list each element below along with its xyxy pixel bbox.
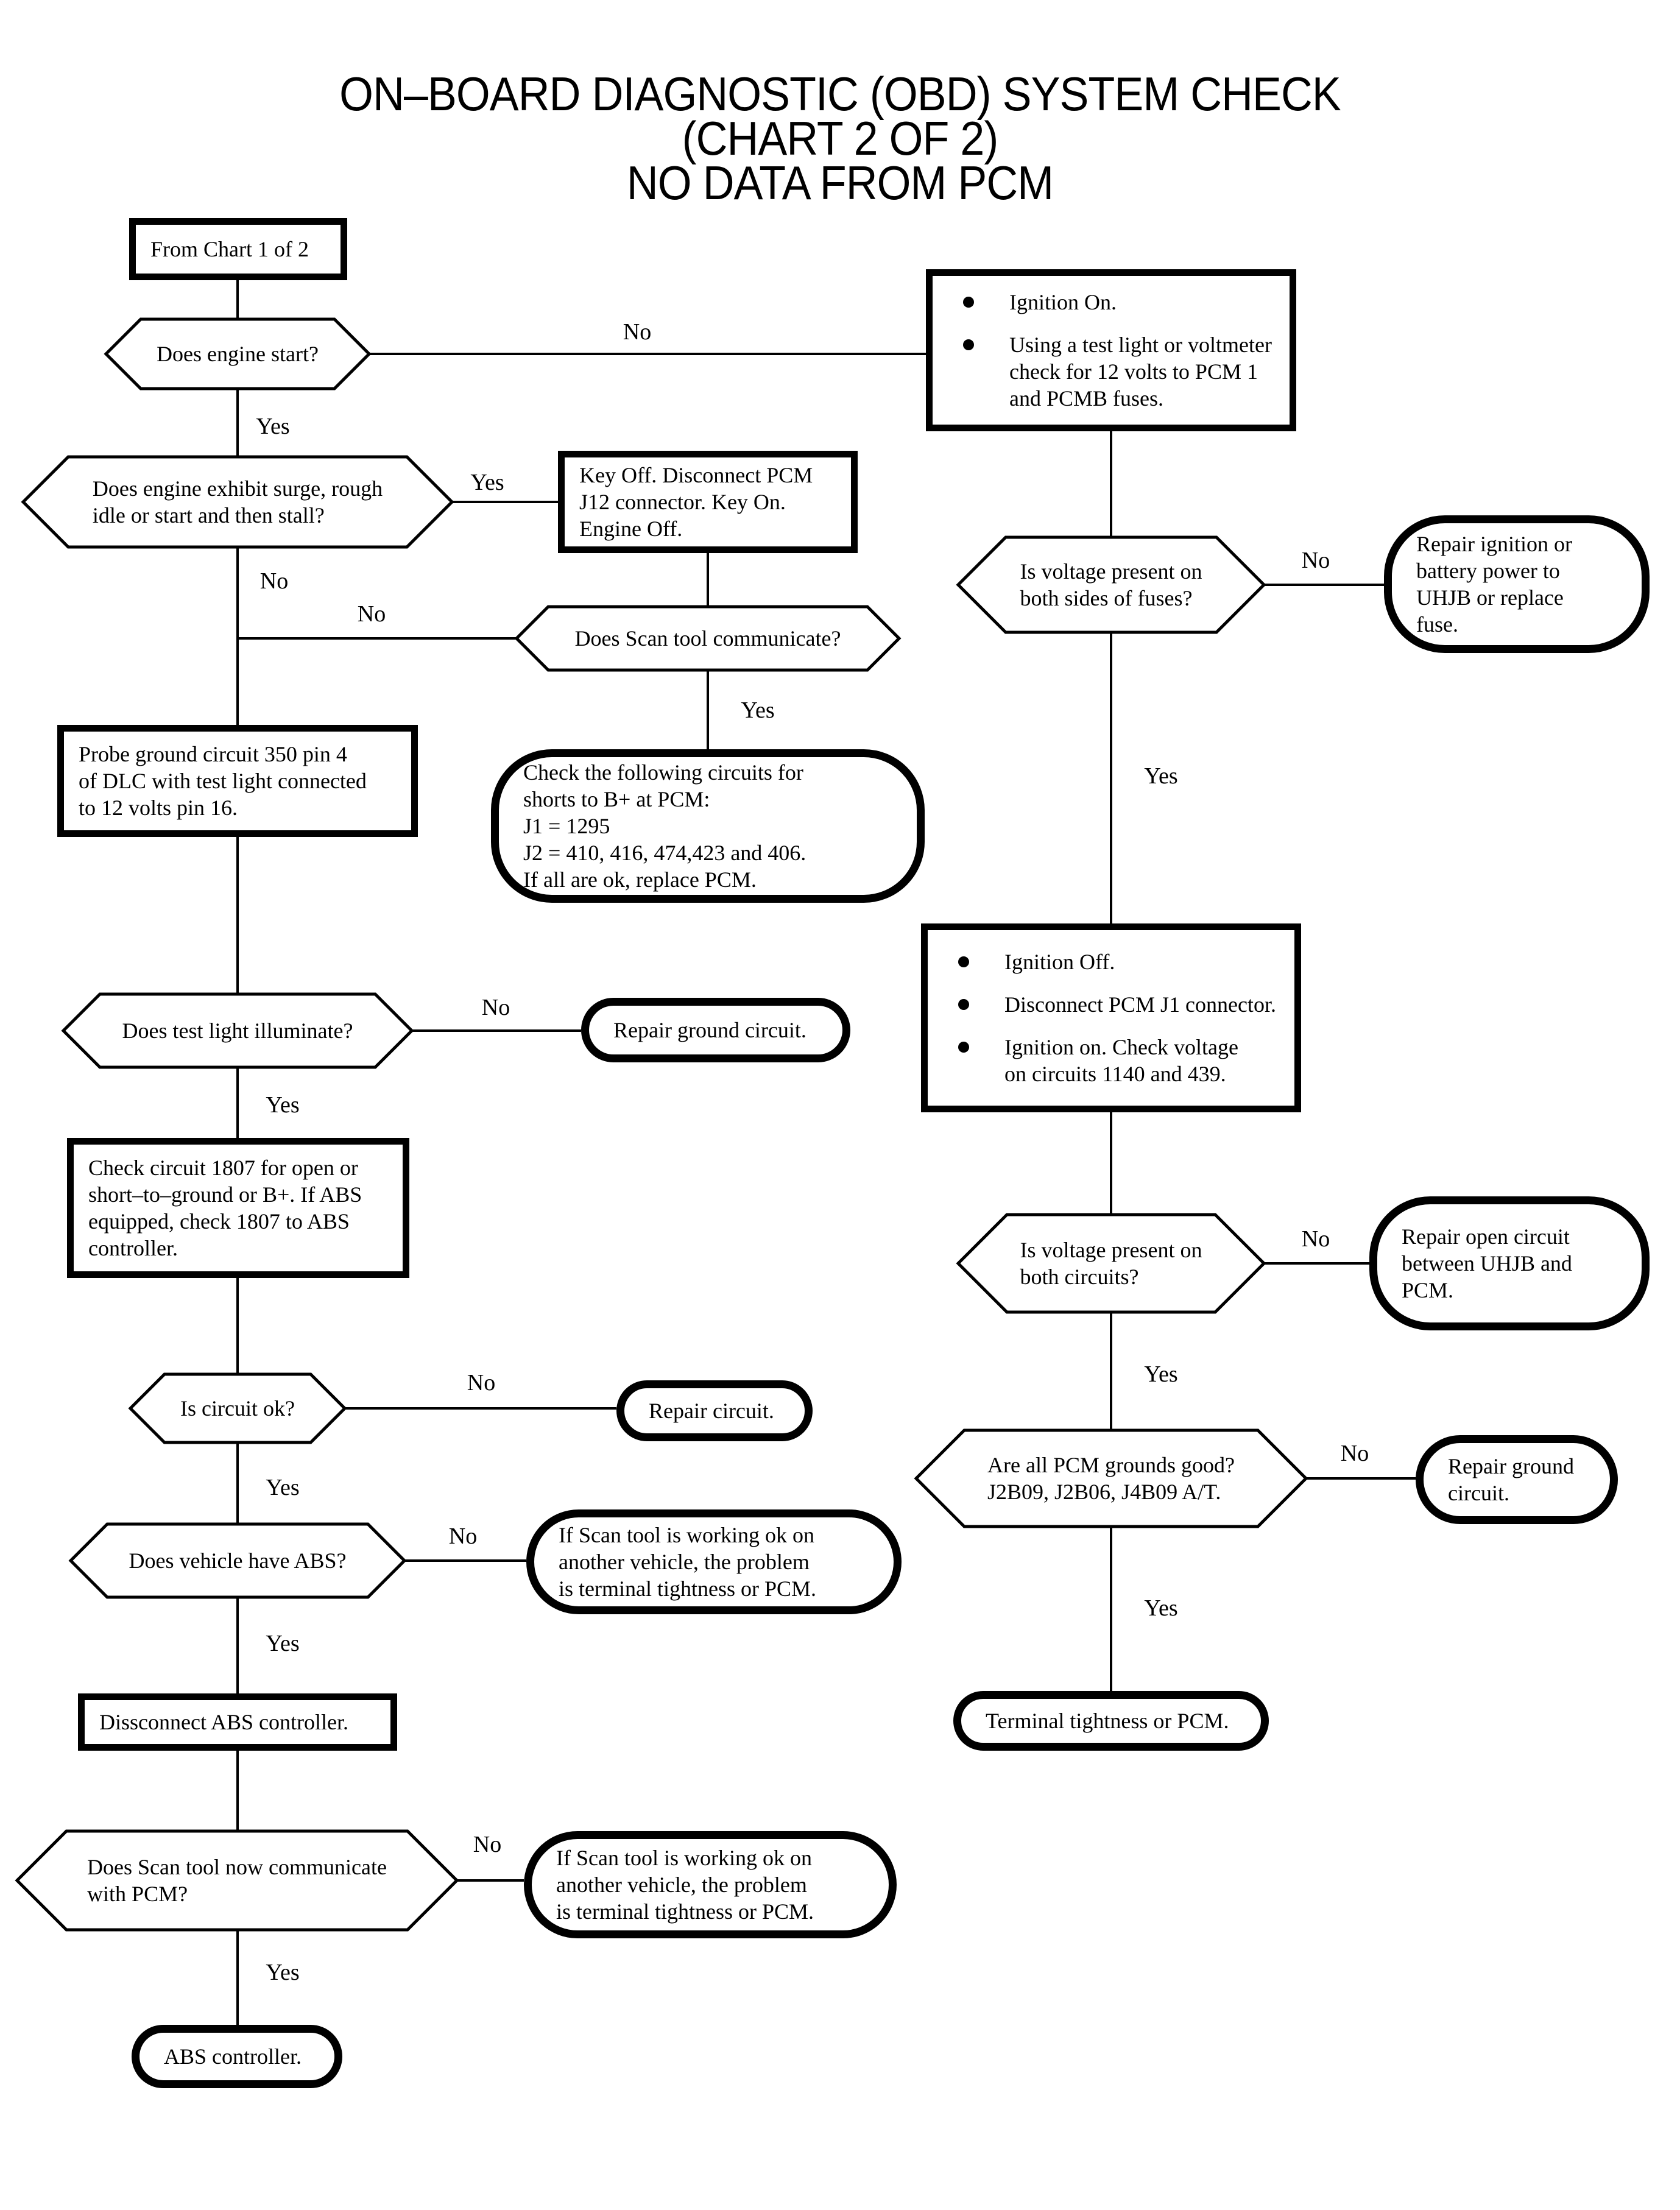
repair-ground-circuit-2-line-1: circuit.: [1448, 1481, 1509, 1505]
probe-ground-circuit-350-line-2: to 12 volts pin 16.: [79, 796, 238, 820]
check-circuits-shorts-b-plus-line-0: Check the following circuits for: [523, 760, 803, 785]
from-chart-1-of-2-line-0: From Chart 1 of 2: [150, 237, 309, 261]
ignition-off-check-voltage-bullet-2-text: [1004, 1034, 1238, 1087]
check-circuit-1807-line-2: equipped, check 1807 to ABS: [88, 1209, 350, 1234]
scan-tool-working-ok-1-line-1: another vehicle, the problem: [559, 1550, 810, 1574]
repair-ignition-battery-power-text: [1416, 531, 1572, 638]
check-circuits-shorts-b-plus-text: [523, 759, 806, 893]
branch-label-yes-19: Yes: [266, 1960, 300, 1985]
terminal-tightness-pcm-text: [986, 1707, 1229, 1734]
repair-ground-circuit-2-line-0: Repair ground: [1448, 1454, 1574, 1478]
scan-tool-working-ok-2-line-1: another vehicle, the problem: [556, 1873, 807, 1897]
check-circuits-shorts-b-plus-line-1: shorts to B+ at PCM:: [523, 787, 710, 811]
scan-tool-working-ok-2-line-2: is terminal tightness or PCM.: [556, 1899, 814, 1924]
branch-label-yes-7: Yes: [1144, 763, 1178, 789]
voltage-both-circuits-line-0: Is voltage present on: [1020, 1238, 1202, 1262]
repair-ground-circuit-1-line-0: Repair ground circuit.: [613, 1018, 806, 1042]
repair-open-circuit-uhjb-pcm-line-0: Repair open circuit: [1402, 1224, 1570, 1249]
voltage-both-sides-fuses-line-0: Is voltage present on: [1020, 559, 1202, 584]
check-circuits-shorts-b-plus-line-3: J2 = 410, 416, 474,423 and 406.: [523, 841, 806, 865]
scan-tool-working-ok-2-line-0: If Scan tool is working ok on: [556, 1846, 812, 1870]
branch-label-no-18: No: [473, 1832, 502, 1857]
branch-label-no-0: No: [623, 319, 652, 345]
bullet-icon: [958, 999, 969, 1010]
branch-label-yes-9: Yes: [266, 1092, 300, 1118]
repair-circuit: [616, 1380, 813, 1441]
check-circuits-shorts-b-plus: [491, 749, 925, 903]
probe-ground-circuit-350: [57, 725, 418, 837]
repair-ground-circuit-2-text: [1448, 1453, 1574, 1506]
pcm-grounds-good: [916, 1430, 1306, 1527]
pcm-grounds-good-line-1: J2B09, J2B06, J4B09 A/T.: [987, 1480, 1221, 1504]
voltage-both-circuits-text: [1020, 1237, 1202, 1290]
engine-surge-stall-line-1: idle or start and then stall?: [92, 503, 325, 528]
scan-tool-working-ok-1-line-0: If Scan tool is working ok on: [559, 1523, 814, 1547]
ignition-on-check-fuses: [926, 269, 1296, 431]
ignition-off-check-voltage: [921, 923, 1301, 1112]
voltage-both-sides-fuses-text: [1020, 558, 1202, 612]
bullet-icon: [963, 339, 974, 350]
vehicle-have-abs: [71, 1524, 404, 1597]
does-engine-start-text: [157, 341, 319, 367]
branch-label-yes-1: Yes: [256, 414, 290, 439]
ignition-on-check-fuses-list: [947, 289, 1283, 412]
key-off-disconnect-j12: [558, 451, 858, 553]
is-circuit-ok-text: [180, 1395, 295, 1422]
title-line-2: (CHART 2 OF 2): [682, 111, 998, 165]
scan-tool-now-communicate-line-0: Does Scan tool now communicate: [87, 1855, 387, 1879]
bullet-item: [958, 1034, 1288, 1087]
repair-open-circuit-uhjb-pcm-text: [1402, 1223, 1572, 1304]
vehicle-have-abs-text: [129, 1547, 347, 1574]
branch-label-yes-13: Yes: [266, 1475, 300, 1500]
check-circuit-1807-line-1: short–to–ground or B+. If ABS: [88, 1182, 362, 1207]
does-engine-start: [106, 319, 369, 389]
ignition-off-check-voltage-bullet-0-text: [1004, 948, 1115, 975]
repair-ground-circuit-2: [1416, 1435, 1618, 1524]
ignition-on-check-fuses-bullet-0-line-0: Ignition On.: [1009, 290, 1117, 314]
scan-tool-working-ok-1-text: [559, 1522, 816, 1602]
scan-tool-now-communicate-line-1: with PCM?: [87, 1882, 188, 1906]
abs-controller-line-0: ABS controller.: [164, 2044, 302, 2069]
voltage-both-sides-fuses: [958, 537, 1264, 632]
scan-tool-working-ok-2-text: [556, 1845, 814, 1925]
branch-label-no-4: No: [357, 601, 386, 627]
bullet-item: [963, 289, 1283, 316]
branch-label-yes-6: Yes: [741, 697, 775, 723]
abs-controller: [132, 2025, 342, 2088]
repair-ground-circuit-1-text: [613, 1017, 806, 1043]
ignition-off-check-voltage-bullet-2-line-1: on circuits 1140 and 439.: [1004, 1062, 1226, 1086]
check-circuit-1807: [67, 1138, 409, 1278]
scan-tool-working-ok-2: [524, 1831, 897, 1938]
pcm-grounds-good-text: [987, 1452, 1235, 1505]
bullet-item: [958, 948, 1288, 975]
title-line-1: ON–BOARD DIAGNOSTIC (OBD) SYSTEM CHECK: [339, 67, 1341, 121]
repair-ignition-battery-power-line-2: UHJB or replace: [1416, 585, 1564, 610]
scan-tool-now-communicate-text: [87, 1854, 387, 1907]
ignition-off-check-voltage-bullet-0-line-0: Ignition Off.: [1004, 950, 1115, 974]
branch-label-no-3: No: [259, 568, 289, 594]
does-engine-start-line-0: Does engine start?: [157, 342, 319, 366]
key-off-disconnect-j12-line-2: Engine Off.: [579, 517, 683, 541]
abs-controller-text: [164, 2043, 302, 2070]
key-off-disconnect-j12-line-1: J12 connector. Key On.: [579, 490, 786, 514]
branch-label-no-5: No: [1301, 548, 1330, 573]
key-off-disconnect-j12-line-0: Key Off. Disconnect PCM: [579, 463, 813, 487]
voltage-both-sides-fuses-line-1: both sides of fuses?: [1020, 586, 1193, 610]
from-chart-1-of-2-text: [150, 236, 309, 263]
title-line-3: NO DATA FROM PCM: [626, 156, 1054, 210]
scan-tool-now-communicate: [17, 1831, 457, 1930]
test-light-illuminate-text: [122, 1017, 353, 1044]
scan-tool-communicate-line-0: Does Scan tool communicate?: [574, 626, 841, 651]
bullet-item: [963, 331, 1283, 412]
check-circuit-1807-line-0: Check circuit 1807 for open or: [88, 1156, 358, 1180]
branch-label-yes-15: Yes: [1144, 1595, 1178, 1621]
engine-surge-stall: [23, 457, 452, 547]
repair-ignition-battery-power-line-1: battery power to: [1416, 559, 1560, 583]
check-circuits-shorts-b-plus-line-4: If all are ok, replace PCM.: [523, 867, 757, 892]
from-chart-1-of-2: [129, 218, 347, 280]
key-off-disconnect-j12-text: [579, 462, 813, 542]
ignition-off-check-voltage-bullet-2-line-0: Ignition on. Check voltage: [1004, 1035, 1238, 1059]
repair-ignition-battery-power-line-0: Repair ignition or: [1416, 532, 1572, 556]
repair-ground-circuit-1: [581, 998, 850, 1062]
ignition-on-check-fuses-bullet-0-text: [1009, 289, 1117, 316]
branch-label-no-12: No: [467, 1370, 496, 1396]
vehicle-have-abs-line-0: Does vehicle have ABS?: [129, 1548, 347, 1573]
bullet-icon: [958, 956, 969, 967]
engine-surge-stall-line-0: Does engine exhibit surge, rough: [92, 476, 383, 501]
ignition-on-check-fuses-bullet-1-text: [1009, 331, 1272, 412]
scan-tool-working-ok-1-line-2: is terminal tightness or PCM.: [559, 1576, 816, 1601]
disconnect-abs-controller: [78, 1693, 397, 1751]
ignition-on-check-fuses-bullet-1-line-0: Using a test light or voltmeter: [1009, 333, 1272, 357]
bullet-item: [958, 991, 1288, 1018]
repair-ignition-battery-power-line-3: fuse.: [1416, 612, 1458, 637]
scan-tool-working-ok-1: [526, 1509, 902, 1614]
pcm-grounds-good-line-0: Are all PCM grounds good?: [987, 1453, 1235, 1477]
test-light-illuminate: [63, 994, 412, 1067]
ignition-on-check-fuses-bullet-1-line-1: check for 12 volts to PCM 1: [1009, 359, 1258, 384]
terminal-tightness-pcm: [953, 1691, 1269, 1751]
disconnect-abs-controller-text: [99, 1709, 348, 1735]
disconnect-abs-controller-line-0: Dissconnect ABS controller.: [99, 1710, 348, 1734]
branch-label-yes-2: Yes: [470, 470, 504, 495]
branch-label-no-14: No: [1340, 1441, 1369, 1466]
repair-circuit-text: [649, 1397, 774, 1424]
voltage-both-circuits-line-1: both circuits?: [1020, 1265, 1139, 1289]
bullet-icon: [958, 1042, 969, 1053]
is-circuit-ok: [130, 1374, 345, 1442]
engine-surge-stall-text: [93, 475, 383, 529]
branch-label-no-10: No: [1301, 1226, 1330, 1252]
repair-ignition-battery-power: [1384, 515, 1650, 653]
test-light-illuminate-line-0: Does test light illuminate?: [122, 1019, 353, 1043]
branch-label-yes-17: Yes: [266, 1631, 300, 1656]
ignition-off-check-voltage-bullet-1-text: [1004, 991, 1276, 1018]
repair-circuit-line-0: Repair circuit.: [649, 1399, 774, 1423]
ignition-on-check-fuses-bullet-1-line-2: and PCMB fuses.: [1009, 386, 1164, 411]
check-circuit-1807-line-3: controller.: [88, 1236, 178, 1260]
voltage-both-circuits: [958, 1215, 1264, 1312]
branch-label-no-8: No: [481, 995, 510, 1020]
repair-open-circuit-uhjb-pcm-line-2: PCM.: [1402, 1278, 1454, 1302]
check-circuit-1807-text: [88, 1154, 362, 1262]
ignition-off-check-voltage-list: [942, 948, 1288, 1087]
branch-label-no-16: No: [448, 1523, 478, 1549]
probe-ground-circuit-350-text: [79, 741, 367, 821]
page-title: [67, 67, 1612, 210]
check-circuits-shorts-b-plus-line-2: J1 = 1295: [523, 814, 610, 838]
repair-open-circuit-uhjb-pcm: [1369, 1196, 1650, 1330]
scan-tool-communicate: [517, 607, 899, 670]
probe-ground-circuit-350-line-0: Probe ground circuit 350 pin 4: [79, 742, 347, 766]
scan-tool-communicate-text: [575, 625, 841, 652]
probe-ground-circuit-350-line-1: of DLC with test light connected: [79, 769, 367, 793]
ignition-off-check-voltage-bullet-1-line-0: Disconnect PCM J1 connector.: [1004, 992, 1276, 1017]
terminal-tightness-pcm-line-0: Terminal tightness or PCM.: [986, 1709, 1229, 1733]
is-circuit-ok-line-0: Is circuit ok?: [180, 1396, 295, 1421]
repair-open-circuit-uhjb-pcm-line-1: between UHJB and: [1402, 1251, 1572, 1276]
bullet-icon: [963, 297, 974, 308]
branch-label-yes-11: Yes: [1144, 1361, 1178, 1387]
